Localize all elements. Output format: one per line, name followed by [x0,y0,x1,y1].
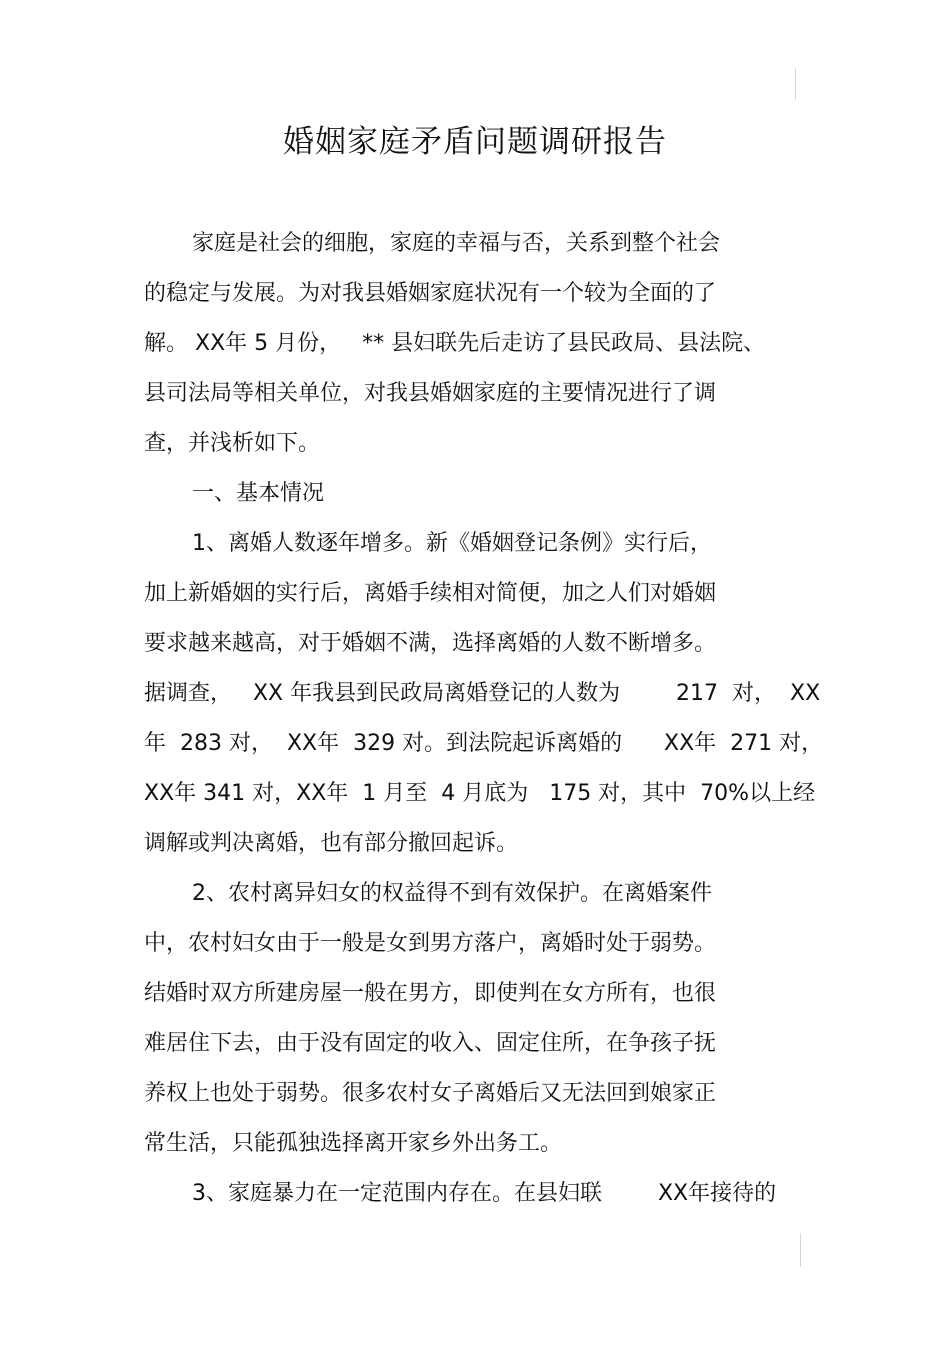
top-right-margin-mark [795,68,796,100]
bottom-right-margin-mark [800,1233,801,1267]
paragraph-line: 养权上也处于弱势。很多农村女子离婚后又无法回到娘家正 [144,1081,717,1106]
paragraph-line: 的稳定与发展。为对我县婚姻家庭状况有一个较为全面的了 [144,281,717,306]
paragraph-line: 常生活，只能孤独选择离开家乡外出务工。 [144,1131,563,1156]
paragraph-line: 加上新婚姻的实行后，离婚手续相对简便，加之人们对婚姻 [144,581,717,606]
paragraph-line: 家庭是社会的细胞，家庭的幸福与否，关系到整个社会 [192,231,721,256]
document-body [144,219,824,1219]
paragraph-line: 要求越来越高，对于婚姻不满，选择离婚的人数不断增多。 [144,631,717,656]
paragraph-line: 难居住下去，由于没有固定的收入、固定住所，在争孩子抚 [144,1031,717,1056]
paragraph-line: 1、离婚人数逐年增多。新《婚姻登记条例》实行后， [192,531,712,556]
section-heading: 一、基本情况 [192,481,325,506]
paragraph-line: 2、农村离异妇女的权益得不到有效保护。在离婚案件 [192,881,712,906]
paragraph-line: 查，并浅析如下。 [144,431,321,456]
paragraph-line: 3、家庭暴力在一定范围内存在。在县妇联 XX年接待的 [192,1181,777,1206]
document-title: 婚姻家庭矛盾问题调研报告 [283,124,667,160]
paragraph-line: 中，农村妇女由于一般是女到男方落户，离婚时处于弱势。 [144,931,717,956]
paragraph-line: 据调查， XX 年我县到民政局离婚登记的人数为 217 对， XX [144,681,821,706]
paragraph-line: 调解或判决离婚，也有部分撤回起诉。 [144,831,519,856]
paragraph-line: 结婚时双方所建房屋一般在男方，即使判在女方所有，也很 [144,981,717,1006]
paragraph-line: 年 283 对， XX年 329 对。到法院起诉离婚的 XX年 271 对， [144,731,824,756]
paragraph-line: XX年 341 对，XX年 1 月至 4 月底为 175 对，其中 70%以上经 [144,781,816,806]
paragraph-line: 县司法局等相关单位，对我县婚姻家庭的主要情况进行了调 [144,381,717,406]
paragraph-line: 解。 XX年 5 月份， ** 县妇联先后走访了县民政局、县法院、 [144,331,766,356]
